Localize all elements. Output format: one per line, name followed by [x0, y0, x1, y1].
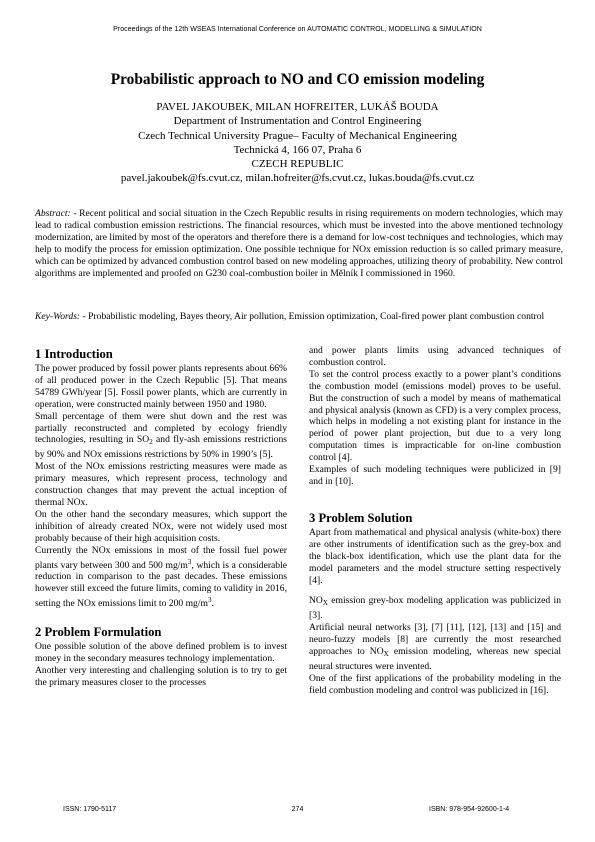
superscript: 3: [207, 596, 212, 605]
paragraph: Apart from mathematical and physical analysis (white-box) there are other instruments of identification such as the grey-box and the black-box identification, which use the plant data for the model parameters and the model structure setting respectively [4].: [309, 526, 561, 586]
text-run: Small percentage of them were shut down and the rest was partially reconstructed and completed by ecology friendly technologies, resulting in SO: [35, 410, 287, 446]
abstract-label: Abstract:: [35, 208, 71, 219]
abstract: [35, 208, 563, 279]
text-run: Artificial neural networks [3], [7] [11], [12], [13] and [15] and neuro-fuzzy models [8] are currently the most researched approaches to NO: [309, 622, 561, 658]
spacer: [35, 610, 287, 624]
paragraph: The power produced by fossil power plants represents about 66% of all produced power in the Czech Republic [5]. That means 54789 GWh/year [5]. Fossil power plants, which are currently in operation, were constructed mainly between 1950 and 1980.: [35, 363, 287, 410]
footer-isbn: ISBN: 978-954-92600-1-4: [429, 806, 510, 813]
text-run: and fly-ash emissions restrictions by 90% and NOx emissions restrictions by 50% in 1990’s [5].: [35, 434, 288, 461]
paragraph: To set the control process exactly to a power plant’s conditions the combustion model (emissions model) proves to be useful. But the construction of such a model by means of mathematical and physical analysis (known as CFD) is a very complex process, which helps in modeling a not existing plant for instance in the period of power plant projection, but due to a very long computation times is impracticable for on-line combustion control [4].: [309, 368, 561, 464]
paragraph: and power plants limits using advanced techniques of combustion control.: [309, 345, 561, 368]
text-run: emission modeling, whereas new special neural structures were invented.: [309, 646, 562, 672]
footer-issn: ISSN: 1790-5117: [63, 806, 117, 813]
authors: PAVEL JAKOUBEK, MILAN HOFREITER, LUKÁŠ BOUDA: [156, 101, 439, 113]
paragraph: Another very interesting and challenging solution is to try to get the primary measures closer to the processes: [35, 664, 287, 688]
spacer: [309, 488, 561, 510]
text-run: .: [211, 598, 214, 610]
address: Technická 4, 166 07, Praha 6: [233, 143, 362, 156]
paragraph: [309, 595, 561, 622]
subscript: X: [383, 650, 389, 659]
text-run: NO: [309, 595, 323, 607]
emails: pavel.jakoubek@fs.cvut.cz, milan.hofreiter@fs.cvut.cz, lukas.bouda@fs.cvut.cz: [120, 172, 475, 185]
paragraph: Most of the NOx emissions restricting measures were made as primary measures, which represent process, technology and construction changes that may prevent the actual inception of thermal NOx.: [35, 461, 287, 508]
right-column: [309, 345, 561, 697]
footer-page-number: 274: [291, 806, 304, 813]
text-run: , which is a considerable reduction in comparison to the past decades. These emissions however still exceed the future limits, coming to validity in 2016, setting the NOx emissions limit to 200 mg/m: [35, 559, 287, 610]
text-run: emission grey-box modeling application was publicized in [3].: [309, 595, 561, 622]
subscript: 2: [149, 438, 153, 447]
paper-title: Probabilistic approach to NO and CO emission modeling: [110, 71, 485, 88]
superscript: 3: [187, 557, 192, 566]
spacer: [309, 586, 561, 595]
section-heading-problem-solution: 3 Problem Solution: [309, 510, 413, 525]
author-block: [0, 100, 595, 186]
keywords-label: Key-Words:: [35, 311, 81, 322]
section-heading-problem-formulation: 2 Problem Formulation: [35, 625, 162, 640]
paragraph: One possible solution of the above defined problem is to invest money in the secondary measures technology implementation.: [35, 641, 287, 665]
paragraph: On the other hand the secondary measures, which support the inhibition of already created NOx, were not widely used most probably because of their high acquisition costs.: [35, 508, 287, 544]
keywords: [35, 311, 563, 323]
keywords-text: - Probabilistic modeling, Bayes theory, Air pollution, Emission optimization, Coal-fired power plant combustion control: [80, 311, 545, 322]
abstract-text: - Recent political and social situation in the Czech Republic results in rising requirements on modern technologies, which may lead to radical combustion emission restrictions. The financial resources, which must be invested into the above mentioned technology modernization, are limited by most of the operators and therefore there is a demand for low-cost techniques and technologies, which may help to modify the process for emission optimization. One possible technique for NOx emission reduction is so called primary measure, which can be optimized by advanced combustion control based on new modeling approaches, utilizing theory of probability. New control algorithms are implemented and proofed on G230 coal-combustion boiler in Mělník I commissioned in 1960.: [35, 208, 563, 279]
paragraph: [35, 411, 287, 462]
section-heading-introduction: 1 Introduction: [35, 347, 113, 361]
text-run: Currently the NOx emissions in most of the fossil fuel power plants vary between 300 and 500 mg/m: [35, 544, 287, 571]
left-column: [35, 346, 287, 689]
paragraph: [35, 545, 287, 611]
country: CZECH REPUBLIC: [251, 158, 344, 171]
paragraph: One of the first applications of the probability modeling in the field combustion modeling and control was publicized in [16].: [309, 672, 561, 696]
paragraph: Examples of such modeling techniques were publicized in [9] and in [10].: [309, 464, 561, 487]
paragraph: [309, 622, 561, 673]
running-head: Proceedings of the 12th WSEAS International Conference on AUTOMATIC CONTROL, MODELLING & SIMULATION: [113, 26, 482, 33]
subscript: X: [322, 599, 328, 608]
department: Department of Instrumentation and Control Engineering: [173, 115, 422, 128]
university: Czech Technical University Prague– Faculty of Mechanical Engineering: [138, 129, 457, 142]
